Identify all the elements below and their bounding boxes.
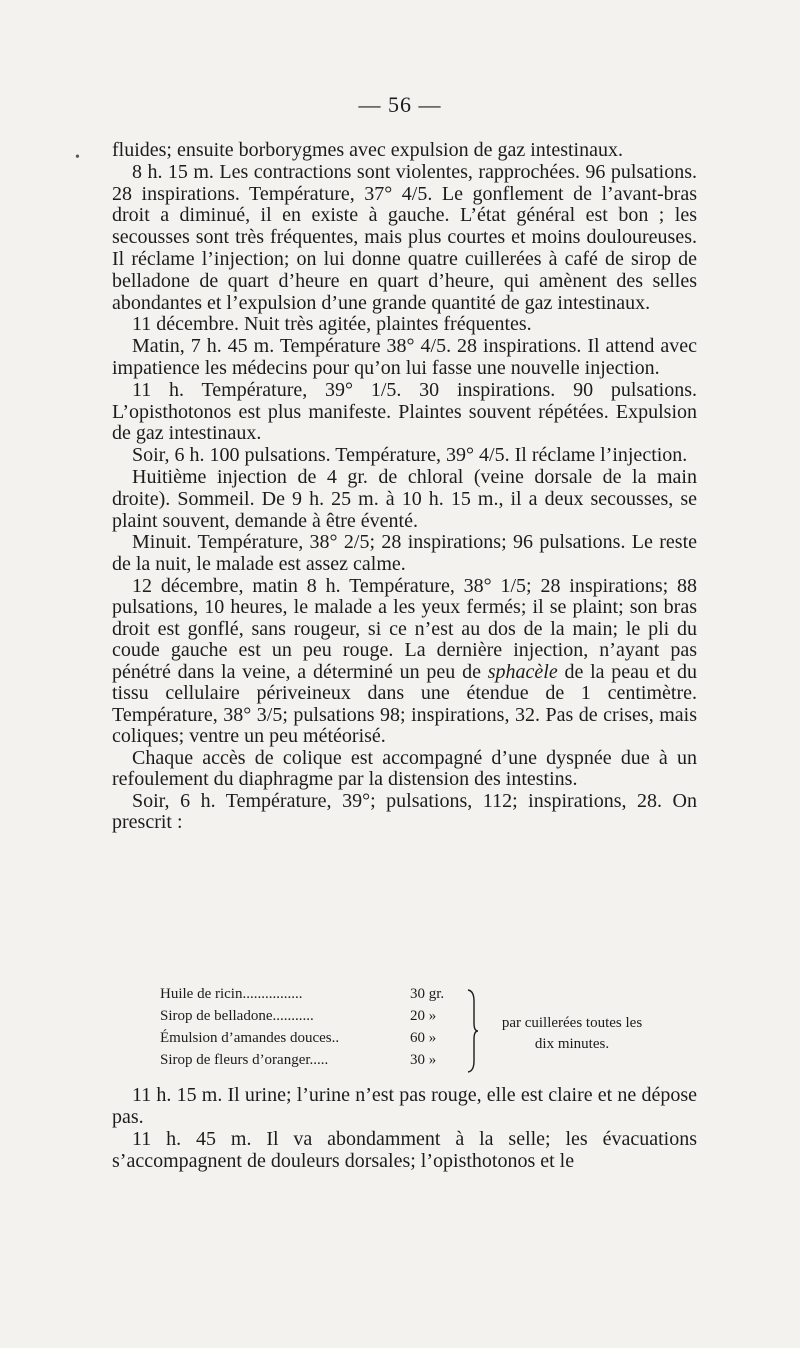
paragraph: Minuit. Température, 38° 2/5; 28 inspirations; 96 pulsations. Le reste de la nuit, le malade est assez calme.: [112, 531, 697, 576]
paragraph: 11 h. Température, 39° 1/5. 30 inspirations. 90 pulsations. L’opisthotonos est plus manifeste. Plaintes souvent répétées. Expulsion de gaz intestinaux.: [112, 378, 697, 445]
margin-mark: •: [75, 150, 80, 165]
ingredient-qty: 30 »: [410, 1052, 437, 1068]
ingredient-qty: 60 »: [410, 1030, 437, 1046]
body-text: [112, 140, 697, 834]
paragraph: 11 h. 15 m. Il urine; l’urine n’est pas rouge, elle est claire et ne dépose pas.: [112, 1084, 697, 1128]
page-number: — 56 —: [358, 92, 442, 117]
italic-term: sphacèle: [487, 660, 558, 683]
body-text-continued: [112, 1084, 697, 1172]
prescription-item: [160, 983, 660, 1005]
paragraph: Huitième injection de 4 gr. de chloral (veine dorsale de la main droite). Sommeil. De 9 h. 25 m. à 10 h. 15 m., il a deux secousses, se plaint souvent, demande à être éventé.: [112, 465, 697, 532]
paragraph-text: de la peau et du tissu cellulaire périveineux dans une étendue de 1 centimètre. Température, 38° 3/5; pulsations 98; inspirations, 32. Pas de crises, mais coliques; ventre un peu météorisé.: [112, 660, 698, 748]
paragraph: fluides; ensuite borborygmes avec expulsion de gaz intestinaux.: [112, 139, 623, 161]
ingredient-name: Sirop de fleurs d’oranger.....: [160, 1052, 329, 1068]
paragraph-text: 12 décembre, matin 8 h. Température, 38° 1/5; 28 inspirations; 88 pulsations, 10 heures, le malade a les yeux fermés; il se plaint; son bras droit est gonflé, sans rougeur, si ce n’est au dos de la main; le pli du coude gauche est un peu rouge. La dernière injection, n’ayant pas pénétré dans la veine, a déterminé un peu de: [112, 574, 697, 683]
prescription: [160, 983, 660, 1078]
ingredient-name: Huile de ricin................: [160, 986, 303, 1002]
paragraph: Matin, 7 h. 45 m. Température 38° 4/5. 28 inspirations. Il attend avec impatience les médecins pour qu’on lui fasse une nouvelle injection.: [112, 335, 697, 379]
paragraph: Soir, 6 h. 100 pulsations. Température, 39° 4/5. Il réclame l’injection.: [132, 444, 688, 467]
paragraph: 11 h. 45 m. Il va abondamment à la selle; les évacuations s’accompagnent de douleurs dorsales; l’opisthotonos et le: [112, 1128, 697, 1172]
ingredient-name: Émulsion d’amandes douces..: [160, 1030, 340, 1046]
curly-brace-icon: [465, 989, 479, 1073]
ingredient-qty: 20 »: [410, 1008, 437, 1024]
paragraph: 11 décembre. Nuit très agitée, plaintes fréquentes.: [132, 313, 532, 336]
paragraph: 8 h. 15 m. Les contractions sont violentes, rapprochées. 96 pulsations. 28 inspirations. Température, 37° 4/5. Le gonflement de l’avant-bras droit a diminué, il en existe à gauche. L’état général est bon ; les secousses sont très fréquentes, mais plus courtes et moins douloureuses. Il réclame l’injection; on lui donne quatre cuillerées à café de sirop de belladone de quart d’heure en quart d’heure, qui amènent des selles abondantes et l’expulsion d’une grande quantité de gaz intestinaux.: [112, 160, 697, 314]
ingredient-qty: 30 gr.: [410, 986, 445, 1002]
dosage-note: par cuillerées toutes les dix minutes.: [501, 1015, 643, 1052]
ingredient-name: Sirop de belladone...........: [160, 1008, 314, 1024]
paragraph: [112, 576, 697, 748]
paragraph: Soir, 6 h. Température, 39°; pulsations, 112; inspirations, 28. On prescrit :: [112, 789, 697, 834]
paragraph: Chaque accès de colique est accompagné d’une dyspnée due à un refoulement du diaphragme par la distension des intestins.: [112, 746, 697, 791]
